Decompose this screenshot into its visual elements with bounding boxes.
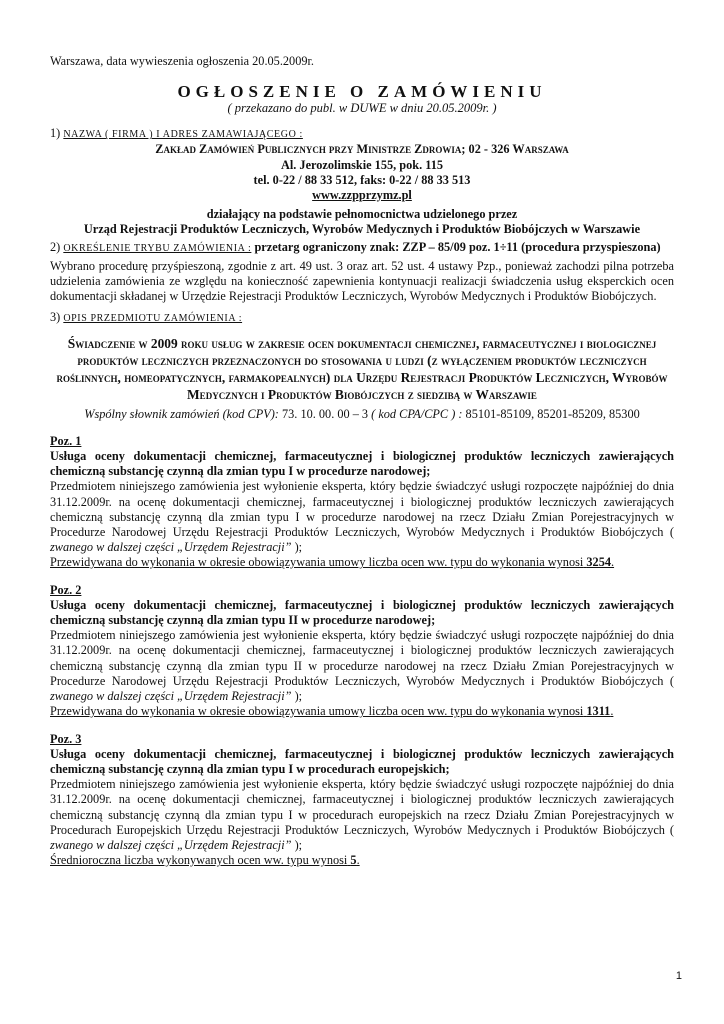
item-title: Usługa oceny dokumentacji chemicznej, farmaceutycznej i biologicznej produktów leczniczych zawierających chemiczną substancję czynną dla zmian typu I w procedurach europejskich;: [50, 746, 674, 776]
item-3: [50, 732, 674, 869]
item-2: [50, 583, 674, 720]
acting-line-2: Urząd Rejestracji Produktów Leczniczych, Wyrobów Medycznych i Produktów Biobójczych w Warszawie: [83, 222, 641, 237]
item-1: [50, 434, 674, 571]
item-label: Poz. 3: [50, 731, 82, 746]
item-label: Poz. 1: [50, 433, 82, 448]
org-address: Al. Jerozolimskie 155, pok. 115: [280, 157, 444, 172]
page-subtitle: ( przekazano do publ. w DUWE w dniu 20.05.2009r. ): [227, 101, 497, 116]
cpa-codes: 85101-85109, 85201-85209, 85300: [465, 406, 640, 421]
section-3-label: OPIS PRZEDMIOTU ZAMÓWIENIA :: [63, 313, 243, 325]
item-count: 5: [350, 853, 357, 868]
cpv-line: [50, 407, 674, 422]
item-body: Przedmiotem niniejszego zamówienia jest wyłonienie eksperta, który będzie świadczyć usługi rozpoczęte najpóźniej do dnia 31.12.2009r. na ocenę dokumentacji chemicznej, farmaceutycznej i biologicznej produktów leczniczych zawierających chemiczną substancję czynną dla zmian typu I w procedurach europejskich na rzecz Działu Zmian Porejestracyjnych w Procedurach Europejskich Urzędu Rejestracji Produktów Leczniczych, Wyrobów Medycznych i Produktów Biobójczych ( zwanego w dalszej części „Urzędem Rejestracji” );: [50, 777, 674, 852]
item-title: Usługa oceny dokumentacji chemicznej, farmaceutycznej i biologicznej produktów leczniczych zawierających chemiczną substancję czynną dla zmian typu I w procedurze narodowej;: [50, 449, 674, 479]
procurement-mode: przetarg ograniczony znak: ZZP – 85/09 poz. 1÷11 (procedura przyspieszona): [254, 239, 661, 254]
cpv-label: Wspólny słownik zamówień (kod CPV):: [84, 406, 279, 421]
section-1-label: NAZWA ( FIRMA ) I ADRES ZAMAWIAJĄCEGO :: [63, 129, 303, 141]
document-page: [50, 54, 674, 868]
item-body: Przedmiotem niniejszego zamówienia jest wyłonienie eksperta, który będzie świadczyć usługi rozpoczęte najpóźniej do dnia 31.12.2009r. na ocenę dokumentacji chemicznej, farmaceutycznej i biologicznej produktów leczniczych zawierających chemiczną substancję czynną dla zmian typu I w procedurze narodowej na rzecz Działu Zmian Porejestracyjnych w Procedurze Narodowej Urzędu Rejestracji Produktów Leczniczych, Wyrobów Medycznych i Produktów Biobójczych ( zwanego w dalszej części „Urzędem Rejestracji” );: [50, 479, 674, 555]
section-2-text: Wybrano procedurę przyśpieszoną, zgodnie z art. 49 ust. 3 oraz art. 52 ust. 4 ustawy Pzp., ponieważ zachodzi pilna potrzeba udzielenia zamówienia ze względu na konieczność zapewnienia kontynuacji realizacji świadczenia usług eksperckich ocen dokumentacji składanej w Urzędzie Rejestracji Produktów Leczniczych, Wyrobów Medycznych i Produktów Biobójczych.: [50, 258, 674, 304]
section-2-label: OKREŚLENIE TRYBU ZAMÓWIENIA :: [63, 242, 252, 254]
org-phone: tel. 0-22 / 88 33 512, faks: 0-22 / 88 33 513: [253, 172, 471, 187]
item-count-line: Przewidywana do wykonania w okresie obowiązywania umowy liczba ocen ww. typu do wykonania wynosi 1311.: [50, 704, 614, 719]
item-label: Poz. 2: [50, 582, 82, 597]
acting-line-1: działający na podstawie pełnomocnictwa udzielonego przez: [206, 207, 518, 222]
page-number: 1: [675, 970, 682, 982]
item-count: 3254: [586, 555, 611, 570]
item-title: Usługa oceny dokumentacji chemicznej, farmaceutycznej i biologicznej produktów leczniczych zawierających chemiczną substancję czynną dla zmian typu II w procedurze narodowej;: [50, 597, 674, 628]
cpa-label: ( kod CPA/CPC ) :: [371, 406, 463, 421]
item-body: Przedmiotem niniejszego zamówienia jest wyłonienie eksperta, który będzie świadczyć usługi rozpoczęte najpóźniej do dnia 31.12.2009r. na ocenę dokumentacji chemicznej, farmaceutycznej i biologicznej produktów leczniczych zawierających chemiczną substancję czynną dla zmian typu II w procedurze narodowej na rzecz Działu Zmian Porejestracyjnych w Procedurze Narodowej Urzędu Rejestracji Produktów Leczniczych, Wyrobów Medycznych i Produktów Biobójczych ( zwanego w dalszej części „Urzędem Rejestracji” );: [50, 628, 674, 704]
page-title: OGŁOSZENIE O ZAMÓWIENIU: [177, 82, 547, 102]
item-count: 1311: [586, 704, 611, 719]
section-2-number: 2): [50, 239, 61, 254]
section-3-number: 3): [50, 310, 61, 325]
section-3: [50, 310, 674, 421]
header-line: Warszawa, data wywieszenia ogłoszenia 20.05.2009r.: [50, 54, 314, 68]
cpv-code: 73. 10. 00. 00 – 3: [282, 406, 369, 421]
section-1: [50, 126, 674, 237]
section-1-number: 1): [50, 126, 61, 141]
section-2: [50, 240, 674, 305]
org-name: Zakład Zamówień Publicznych przy Ministrze Zdrowia; 02 - 326 Warszawa: [155, 142, 569, 157]
item-count-line: Przewidywana do wykonania w okresie obowiązywania umowy liczba ocen ww. typu do wykonania wynosi 3254.: [50, 555, 615, 570]
org-website-link[interactable]: www.zzpprzymz.pl: [312, 188, 412, 203]
item-count-line: Średnioroczna liczba wykonywanych ocen ww. typu wynosi 5.: [50, 853, 360, 868]
subject-heading: Świadczenie w 2009 roku usług w zakresie ocen dokumentacji chemicznej, farmaceutycznej i biologicznej produktów leczniczych przeznaczonych do stosowania u ludzi (z wyłączeniem produktów leczniczych roślinnych, homeopatycznych, farmakopealnych) dla Urzędu Rejestracji Produktów Leczniczych, Wyrobów Medycznych i Produktów Biobójczych z siedzibą w Warszawie: [56, 335, 668, 402]
